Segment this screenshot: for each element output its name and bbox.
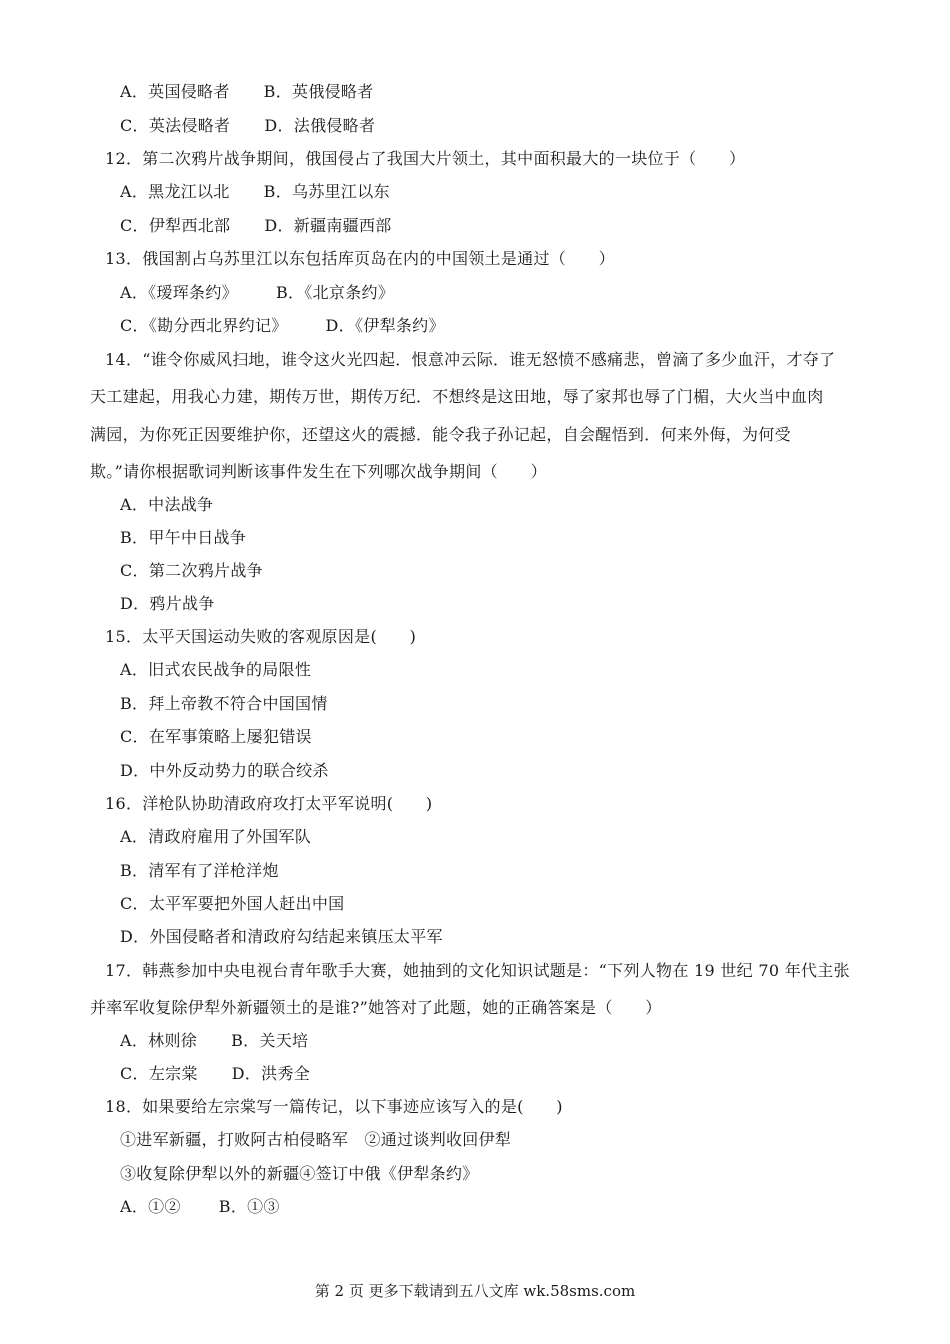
question-17-stem-line: 并率军收复除伊犁外新疆领土的是谁?”她答对了此题，她的正确答案是（ ）	[90, 998, 662, 1017]
option-d: D．洪秀全	[231, 1064, 311, 1083]
option-a: A．清政府雇用了外国军队	[120, 827, 312, 846]
option-c: C．《勘分西北界约记》	[120, 316, 288, 335]
option-b: B．拜上帝教不符合中国国情	[120, 694, 328, 713]
option-row	[120, 1197, 280, 1217]
question-14-stem-line: 天工建起，用我心力建，期传万世，期传万纪．不想终是这田地，辱了家邦也辱了门楣，大火当中血肉	[90, 387, 824, 406]
option-d: D．新疆南疆西部	[264, 216, 392, 235]
option-row	[120, 82, 374, 102]
option-row	[120, 283, 394, 303]
option-row	[120, 1031, 308, 1051]
option-row	[120, 316, 445, 336]
option-b: B．乌苏里江以东	[263, 182, 390, 201]
option-d: D．中外反动势力的联合绞杀	[120, 761, 329, 780]
question-15-stem: 15．太平天国运动失败的客观原因是( )	[105, 627, 417, 646]
option-b: B．清军有了洋枪洋炮	[120, 861, 279, 880]
option-row	[120, 1064, 310, 1084]
question-18-stem: 18．如果要给左宗棠写一篇传记，以下事迹应该写入的是( )	[105, 1097, 563, 1116]
option-a: A．《瑷珲条约》	[120, 283, 238, 302]
statement-line: ①进军新疆，打败阿古柏侵略军 ②通过谈判收回伊犁	[120, 1130, 512, 1149]
option-c: C．伊犁西北部	[120, 216, 231, 235]
option-a: A．黑龙江以北	[120, 182, 230, 201]
option-a: A．英国侵略者	[120, 82, 230, 101]
question-17-stem-line: 17．韩燕参加中央电视台青年歌手大赛，她抽到的文化知识试题是：“下列人物在 19 世纪 70 年代主张	[105, 961, 850, 980]
option-a: A．林则徐	[120, 1031, 198, 1050]
page-footer: 第 2 页 更多下载请到五八文库 wk.58sms.com	[314, 1282, 636, 1300]
option-d: D．鸦片战争	[120, 594, 215, 613]
option-b: B．甲午中日战争	[120, 528, 247, 547]
option-d: D．外国侵略者和清政府勾结起来镇压太平军	[120, 927, 443, 946]
option-c: C．左宗棠	[120, 1064, 198, 1083]
question-14-stem-line: 欺。”请你根据歌词判断该事件发生在下列哪次战争期间（ ）	[90, 462, 547, 481]
option-row	[120, 216, 392, 236]
question-13-stem: 13．俄国割占乌苏里江以东包括库页岛在内的中国领土是通过（ ）	[105, 249, 615, 268]
option-d: D．《伊犁条约》	[325, 316, 445, 335]
option-a: A．中法战争	[120, 495, 214, 514]
option-d: D．法俄侵略者	[264, 116, 376, 135]
option-a: A．①②	[120, 1197, 181, 1216]
option-a: A．旧式农民战争的局限性	[120, 660, 312, 679]
option-b: B．①③	[218, 1197, 280, 1216]
option-c: C．第二次鸦片战争	[120, 561, 263, 580]
question-12-stem: 12．第二次鸦片战争期间，俄国侵占了我国大片领土，其中面积最大的一块位于（ ）	[105, 149, 746, 168]
question-16-stem: 16．洋枪队协助清政府攻打太平军说明( )	[105, 794, 433, 813]
question-14-stem-line: 满园，为你死正因要维护你，还望这火的震撼．能令我子孙记起，自会醒悟到．何来外侮，为何受	[90, 425, 791, 444]
option-b: B．《北京条约》	[275, 283, 395, 302]
option-row	[120, 182, 390, 202]
statement-line: ③收复除伊犁以外的新疆④签订中俄《伊犁条约》	[120, 1164, 479, 1183]
option-row	[120, 116, 375, 136]
option-b: B．英俄侵略者	[263, 82, 374, 101]
option-c: C．太平军要把外国人赶出中国	[120, 894, 345, 913]
question-14-stem-line: 14．“谁令你威风扫地，谁令这火光四起．恨意冲云际．谁无怒愤不感痛悲，曾滴了多少血汗，才夺了	[105, 350, 836, 369]
option-b: B．关天培	[231, 1031, 309, 1050]
option-c: C．英法侵略者	[120, 116, 231, 135]
option-c: C．在军事策略上屡犯错误	[120, 727, 312, 746]
